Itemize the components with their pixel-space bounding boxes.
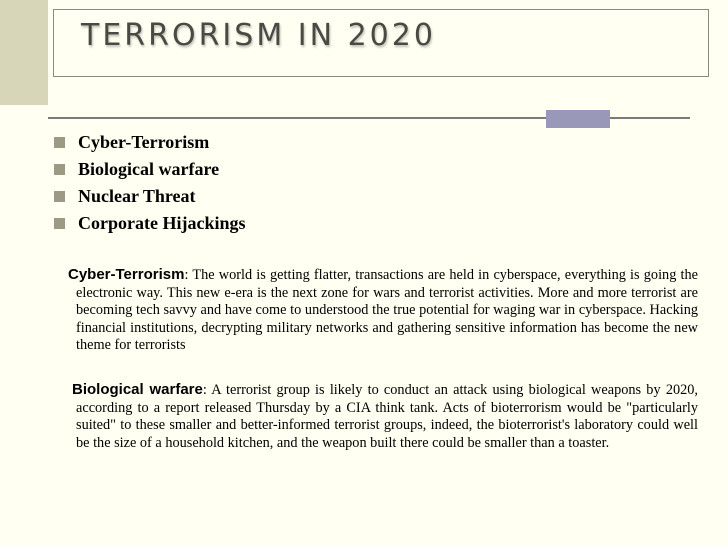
bullet-label: Corporate Hijackings bbox=[78, 213, 246, 233]
cyber-terrorism-paragraph bbox=[68, 266, 698, 355]
bullet-label: Biological warfare bbox=[78, 159, 220, 179]
bullet-label: Nuclear Threat bbox=[78, 186, 196, 206]
accent-block bbox=[546, 110, 610, 128]
square-bullet-icon bbox=[54, 191, 65, 202]
list-item bbox=[50, 210, 245, 237]
bullet-list bbox=[50, 129, 245, 237]
paragraph-lead: Biological warfare bbox=[72, 381, 203, 398]
title-box bbox=[53, 9, 709, 77]
left-decor-bar bbox=[0, 0, 48, 105]
square-bullet-icon bbox=[54, 218, 65, 229]
paragraph-text: : The world is getting flatter, transactions are held in cyberspace, everything is going the electronic way. This new e-era is the next zone for wars and terrorist activities. More and more terrorist are becoming tech savvy and have come to understood the true potential for waging war in cyberspace. Hacking financial institutions, decrypting military networks and gathering sensitive information has become the new theme for terrorists bbox=[76, 267, 698, 353]
paragraph-text: : A terrorist group is likely to conduct an attack using biological weapons by 2020, according to a report released Thursday by a CIA think tank. Acts of bioterrorism would be "particularly suited" to these smaller and better-informed terrorist groups, indeed, the bioterrorist's laboratory could well be the size of a household kitchen, and the weapon built there could be smaller than a toaster. bbox=[76, 382, 698, 451]
square-bullet-icon bbox=[54, 164, 65, 175]
list-item bbox=[50, 156, 245, 183]
paragraph-lead: Cyber-Terrorism bbox=[68, 266, 185, 283]
list-item bbox=[50, 183, 245, 210]
bullet-label: Cyber-Terrorism bbox=[78, 132, 210, 152]
square-bullet-icon bbox=[54, 137, 65, 148]
biological-warfare-paragraph bbox=[72, 381, 698, 452]
slide-title: TERRORISM IN 2020 bbox=[81, 18, 436, 53]
list-item bbox=[50, 129, 245, 156]
